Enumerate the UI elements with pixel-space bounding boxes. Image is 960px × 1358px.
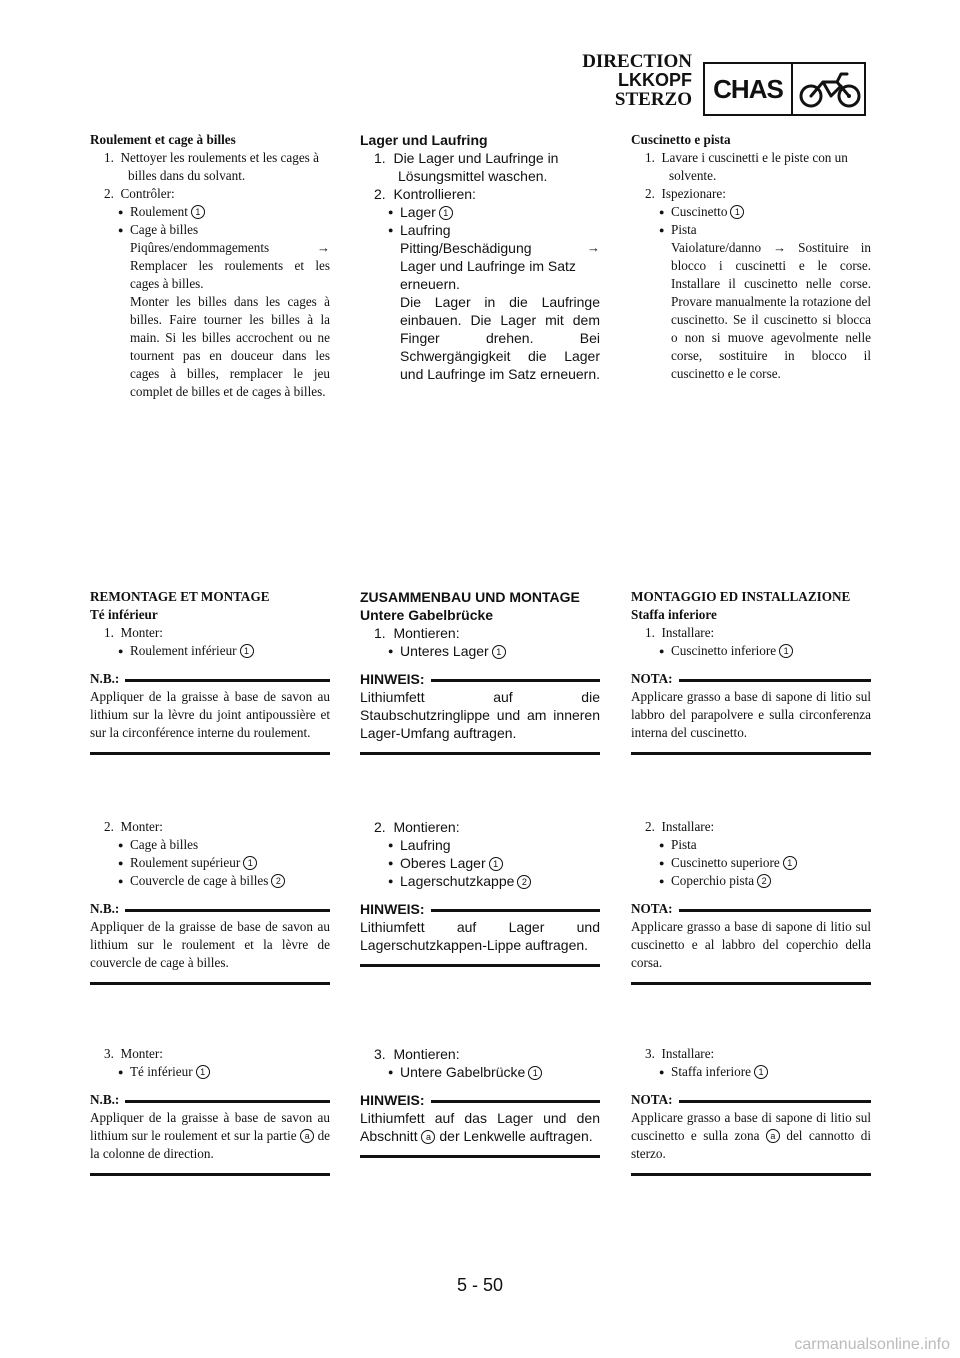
title-it: STERZO (614, 89, 692, 110)
heading: Lager und Laufring (360, 132, 488, 148)
list-item: ● Cuscinetto superiore 1 (631, 854, 871, 872)
callout-number: 1 (489, 857, 503, 871)
note-end-rule (90, 982, 330, 985)
callout-letter: a (421, 1130, 435, 1144)
step-1: 1. Monter: (104, 625, 163, 640)
note-text: Applicare grasso a base di sapone di litio sul cuscinetto e al labbro del coperchio della corsa. (631, 919, 871, 970)
note-text: Applicare grasso a base di sapone di litio sul labbro del parapolvere e sulla circonferenza interna del cuscinetto. (631, 689, 871, 740)
list-item: ● Laufring (360, 836, 600, 854)
instruction: Monter les billes dans les cages à billes. Faire tourner les billes à la main. Si les billes accrochent ou ne tournent pas en douceur dans les cages à billes, remplacer le jeu complet de billes et de cages à billes. (130, 294, 330, 399)
step-2: 2. Ispezionare: (645, 186, 726, 201)
list-item: ● Staffa inferiore 1 (631, 1063, 871, 1081)
step-2: 2. Contrôler: (104, 186, 175, 201)
step-3: 3. Installare: (645, 1046, 715, 1061)
list-item: ● Lager 1 (360, 203, 600, 221)
heading: Roulement et cage à billes (90, 132, 236, 147)
instruction: Die Lager in die Laufringe einbauen. Die Lager mit dem Finger drehen. Bei Schwergängigkeit die Lager und Laufringe im Satz erneuern. (400, 294, 601, 382)
step-2: 2. Monter: (104, 819, 163, 834)
note-end-rule (631, 982, 871, 985)
step-1: 1. Lavare i cuscinetti e le piste con un solvente. (645, 150, 848, 183)
note-header: N.B.: (90, 1091, 330, 1109)
callout-number: 1 (528, 1066, 542, 1080)
note-text: Lithiumfett auf das Lager und den Abschnitt a der Lenkwelle auftragen. (360, 1110, 600, 1144)
note-end-rule (631, 752, 871, 755)
de-lower-bracket (360, 588, 600, 755)
heading: Cuscinetto e pista (631, 132, 731, 147)
callout-number: 2 (757, 874, 771, 888)
list-item: ● Pista (631, 221, 871, 239)
callout-number: 1 (196, 1065, 210, 1079)
it-lower-bracket-install (631, 1045, 871, 1176)
step-1: 1. Nettoyer les roulements et les cages à billes dans du solvant. (104, 150, 319, 183)
step-2: 2. Kontrollieren: (374, 186, 476, 202)
it-upper-bearing (631, 818, 871, 985)
chapter-label: CHAS (713, 74, 783, 104)
note-text: Applicare grasso a base di sapone di litio sul cuscinetto e sulla zona a del cannotto di sterzo. (631, 1110, 872, 1161)
note-end-rule (360, 1155, 600, 1158)
list-item: ● Laufring (360, 221, 600, 239)
step-1: 1. Die Lager und Laufringe in Lösungsmittel waschen. (374, 150, 559, 184)
step-2: 2. Installare: (645, 819, 715, 834)
motorcycle-icon (797, 68, 863, 110)
list-item: ● Unteres Lager 1 (360, 642, 600, 660)
note-header: NOTA: (631, 900, 871, 918)
callout-number: 1 (191, 205, 205, 219)
remedy: Remplacer les roulements et les cages à billes. (130, 258, 330, 291)
callout-number: 1 (492, 645, 506, 659)
page-number: 5 - 50 (456, 1275, 504, 1295)
note-header: HINWEIS: (360, 1091, 600, 1109)
note-text: Lithiumfett auf die Staubschutzringlippe und am inneren Lager-Umfang auftragen. (360, 689, 600, 741)
list-item: ● Oberes Lager 1 (360, 854, 600, 872)
note-header: NOTA: (631, 1091, 871, 1109)
callout-number: 1 (439, 206, 453, 220)
title-de: LKKOPF (618, 70, 692, 90)
it-bearing-race (631, 131, 871, 383)
section-heading: REMONTAGE ET MONTAGE (90, 589, 270, 604)
note-end-rule (360, 752, 600, 755)
damage-line: Piqûres/endommagements → (130, 240, 330, 255)
fr-lower-bracket (90, 588, 330, 755)
title-fr: DIRECTION (582, 51, 692, 72)
step-3: 3. Montieren: (374, 1046, 460, 1062)
chapter-badge (703, 62, 866, 116)
fr-lower-bracket-install (90, 1045, 330, 1176)
list-item: ● Couvercle de cage à billes 2 (90, 872, 330, 890)
step-2: 2. Montieren: (374, 819, 460, 835)
list-item: ● Cuscinetto inferiore 1 (631, 642, 871, 660)
sub-heading: Untere Gabelbrücke (360, 607, 494, 623)
section-heading: MONTAGGIO ED INSTALLAZIONE (631, 589, 851, 604)
de-lower-bracket-install (360, 1045, 600, 1158)
note-header: HINWEIS: (360, 900, 600, 918)
sub-heading: Té inférieur (90, 607, 158, 622)
note-header: N.B.: (90, 900, 330, 918)
note-text: Appliquer de la graisse à base de savon au lithium sur la lèvre du joint antipoussière et sur la circonférence interne du roulement. (90, 689, 330, 740)
note-header: HINWEIS: (360, 670, 600, 688)
list-item: ● Roulement 1 (90, 203, 330, 221)
step-1: 1. Montieren: (374, 625, 460, 641)
fr-upper-bearing (90, 818, 330, 985)
list-item: ● Roulement supérieur 1 (90, 854, 330, 872)
callout-number: 1 (754, 1065, 768, 1079)
callout-number: 1 (240, 644, 254, 658)
note-text: Lithiumfett auf Lager und Lagerschutzkappen-Lippe auftragen. (360, 919, 600, 953)
sub-heading: Staffa inferiore (631, 607, 717, 622)
list-item: ● Untere Gabelbrücke 1 (360, 1063, 600, 1081)
note-header: N.B.: (90, 670, 330, 688)
note-header: NOTA: (631, 670, 871, 688)
badge-divider (791, 64, 793, 114)
callout-letter: a (300, 1129, 314, 1143)
list-item: ● Cage à billes (90, 836, 330, 854)
callout-number: 1 (243, 856, 257, 870)
note-end-rule (631, 1173, 871, 1176)
callout-number: 1 (783, 856, 797, 870)
de-bearing-race (360, 131, 600, 383)
callout-letter: a (766, 1129, 780, 1143)
list-item: ● Té inférieur 1 (90, 1063, 330, 1081)
list-item: ● Roulement inférieur 1 (90, 642, 330, 660)
list-item: ● Cage à billes (90, 221, 330, 239)
it-lower-bracket (631, 588, 871, 755)
damage-remedy: Vaiolature/danno → Sostituire in blocco i cuscinetti e le corse. Installare il cuscinetto nelle corse. Provare manualmente la rotazione del cuscinetto. Se il cuscinetto si blocca o non si muove agevolmente nelle corse, sostituire in blocco il cuscinetto e le corse. (671, 240, 871, 381)
note-end-rule (360, 964, 600, 967)
de-upper-bearing (360, 818, 600, 967)
step-1: 1. Installare: (645, 625, 715, 640)
note-text: Appliquer de la graisse de base de savon au lithium sur le roulement et la lèvre de couvercle de cage à billes. (90, 919, 330, 970)
damage-line: Pitting/Beschädigung → (400, 240, 600, 256)
note-end-rule (90, 752, 330, 755)
list-item: ● Coperchio pista 2 (631, 872, 871, 890)
step-3: 3. Monter: (104, 1046, 163, 1061)
callout-number: 2 (517, 875, 531, 889)
section-title (582, 52, 692, 109)
fr-bearing-race (90, 131, 330, 401)
note-end-rule (90, 1173, 330, 1176)
callout-number: 2 (271, 874, 285, 888)
section-heading: ZUSAMMENBAU UND MONTAGE (360, 589, 580, 605)
list-item: ● Pista (631, 836, 871, 854)
callout-number: 1 (730, 205, 744, 219)
list-item: ● Cuscinetto 1 (631, 203, 871, 221)
list-item: ● Lagerschutzkappe 2 (360, 872, 600, 890)
watermark: carmanualsonline.info (794, 1336, 950, 1353)
note-text: Appliquer de la graisse à base de savon au lithium sur le roulement et sur la partie a de la colonne de direction. (90, 1110, 331, 1161)
callout-number: 1 (779, 644, 793, 658)
remedy: Lager und Laufringe im Satz erneuern. (400, 258, 576, 292)
